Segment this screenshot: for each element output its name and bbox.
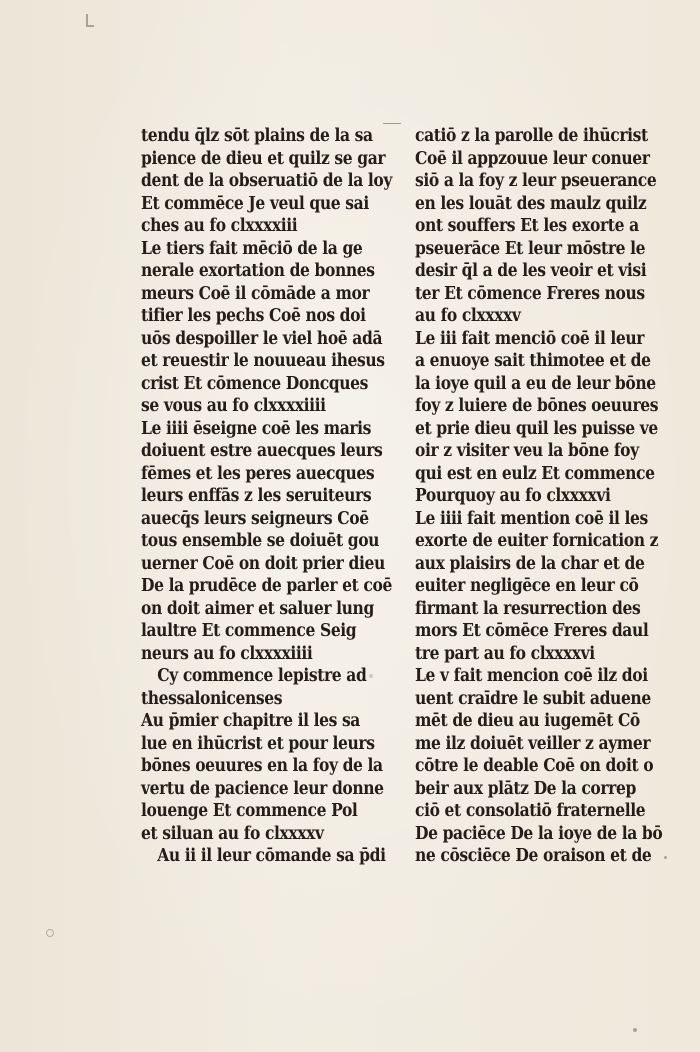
text-line: Le v fait mencion coē ilz doi xyxy=(415,666,648,686)
text-line: siō a la foy z leur pseuerance xyxy=(415,171,657,191)
text-line: Le tiers fait mēciō de la ge xyxy=(141,238,363,259)
text-line: neurs au fo clxxxxiiii xyxy=(141,643,313,664)
text-line: dent de la obseruatiō de la loy xyxy=(141,171,392,191)
column-divider-mark xyxy=(383,123,401,124)
text-line: fēmes et les peres auecques xyxy=(141,463,375,484)
text-line: et reuestir le nouueau ihesus xyxy=(141,351,385,371)
text-line: ter Et cōmence Freres nous xyxy=(415,283,645,304)
right-text-column xyxy=(415,125,663,868)
text-line: Le iii fait menciō coē il leur xyxy=(415,328,645,349)
text-line: tre part au fo clxxxxvi xyxy=(415,643,595,664)
text-line: foy z luiere de bōnes oeuures xyxy=(415,396,659,416)
corner-mark xyxy=(86,14,94,27)
text-line: Pourquoy au fo clxxxxvi xyxy=(415,486,611,506)
text-line: meurs Coē il cōmāde a mor xyxy=(141,283,370,304)
text-line: et siluan au fo clxxxxv xyxy=(141,823,324,844)
text-line: desir q̄l a de les veoir et visi xyxy=(415,261,647,281)
text-line: De la prudēce de parler et coē xyxy=(141,576,392,596)
text-line: Le iiii ēseigne coē les maris xyxy=(141,418,372,439)
text-line: mors Et cōmēce Freres daul xyxy=(415,621,649,641)
paper-stain xyxy=(46,929,54,937)
text-line: se vous au fo clxxxxiiii xyxy=(141,396,326,416)
text-line: exorte de euiter fornication z xyxy=(415,531,659,551)
text-line: Au ii il leur cōmande sa p̄di xyxy=(157,846,386,866)
text-line: catiō z la parolle de ihūcrist xyxy=(415,126,648,146)
text-line: oir z visiter veu la bōne foy xyxy=(415,441,639,461)
text-line: vertu de pacience leur donne xyxy=(141,778,384,799)
text-line: Coē il appzouue leur conuer xyxy=(415,148,650,169)
text-line: thessalonicenses xyxy=(141,688,283,709)
text-line: on doit aimer et saluer lung xyxy=(141,598,374,619)
text-line: ont souffers Et les exorte a xyxy=(415,216,639,236)
text-line: pseuerāce Et leur mōstre le xyxy=(415,238,646,259)
text-line: nerale exortation de bonnes xyxy=(141,261,375,281)
text-line: ches au fo clxxxxiii xyxy=(141,216,298,236)
text-line: en les louāt des maulz quilz xyxy=(415,193,647,214)
text-line: ciō et consolatiō fraternelle xyxy=(415,801,646,821)
text-line: euiter negligēce en leur cō xyxy=(415,576,639,596)
text-line: tifier les pechs Coē nos doi xyxy=(141,306,366,326)
text-line: cōtre le deable Coē on doit o xyxy=(415,756,654,776)
text-line: uerner Coē on doit prier dieu xyxy=(141,553,385,574)
text-line: tous ensemble se doiuēt gou xyxy=(141,531,380,551)
text-line: beir aux plātz De la correp xyxy=(415,778,636,799)
text-line: pience de dieu et quilz se gar xyxy=(141,148,386,169)
text-line: bōnes oeuures en la foy de la xyxy=(141,756,383,776)
text-line: et prie dieu quil les puisse ve xyxy=(415,418,658,439)
text-line: crist Et cōmence Doncques xyxy=(141,373,369,394)
text-line: louenge Et commence Pol xyxy=(141,801,358,821)
text-line: Le iiii fait mention coē il les xyxy=(415,508,648,529)
text-line: Cy commence lepistre ad xyxy=(157,666,367,686)
text-line: uōs despoiller le viel hoē adā xyxy=(141,328,383,349)
text-line: leurs enffās z les seruiteurs xyxy=(141,486,372,506)
text-line: mēt de dieu au iugemēt Cō xyxy=(415,711,640,731)
text-line: uent craīdre le subit aduene xyxy=(415,688,651,709)
text-line: auecq̄s leurs seigneurs Coē xyxy=(141,508,369,529)
text-line: Au p̄mier chapitre il les sa xyxy=(141,711,360,731)
text-line: tendu q̄lz sōt plains de la sa xyxy=(141,126,373,146)
text-line: laultre Et commence Seig xyxy=(141,621,357,641)
text-line: la ioye quil a eu de leur bōne xyxy=(415,373,656,394)
text-line: ne cōsciēce De oraison et de xyxy=(415,846,652,866)
text-line: aux plaisirs de la char et de xyxy=(415,553,645,574)
left-text-column xyxy=(141,125,392,868)
text-line: De paciēce De la ioye de la bō xyxy=(415,823,663,844)
paper-stain xyxy=(633,1028,637,1032)
text-line: Et commēce Je veul que sai xyxy=(141,193,369,214)
text-line: me ilz doiuēt veiller z aymer xyxy=(415,733,651,754)
text-line: firmant la resurrection des xyxy=(415,598,641,619)
text-line: lue en ihūcrist et pour leurs xyxy=(141,733,375,754)
text-line: doiuent estre auecques leurs xyxy=(141,441,383,461)
text-line: au fo clxxxxv xyxy=(415,306,521,326)
paper-stain xyxy=(664,856,667,859)
text-line: a enuoye sait thimotee et de xyxy=(415,351,651,371)
text-line: qui est en eulz Et commence xyxy=(415,463,655,484)
